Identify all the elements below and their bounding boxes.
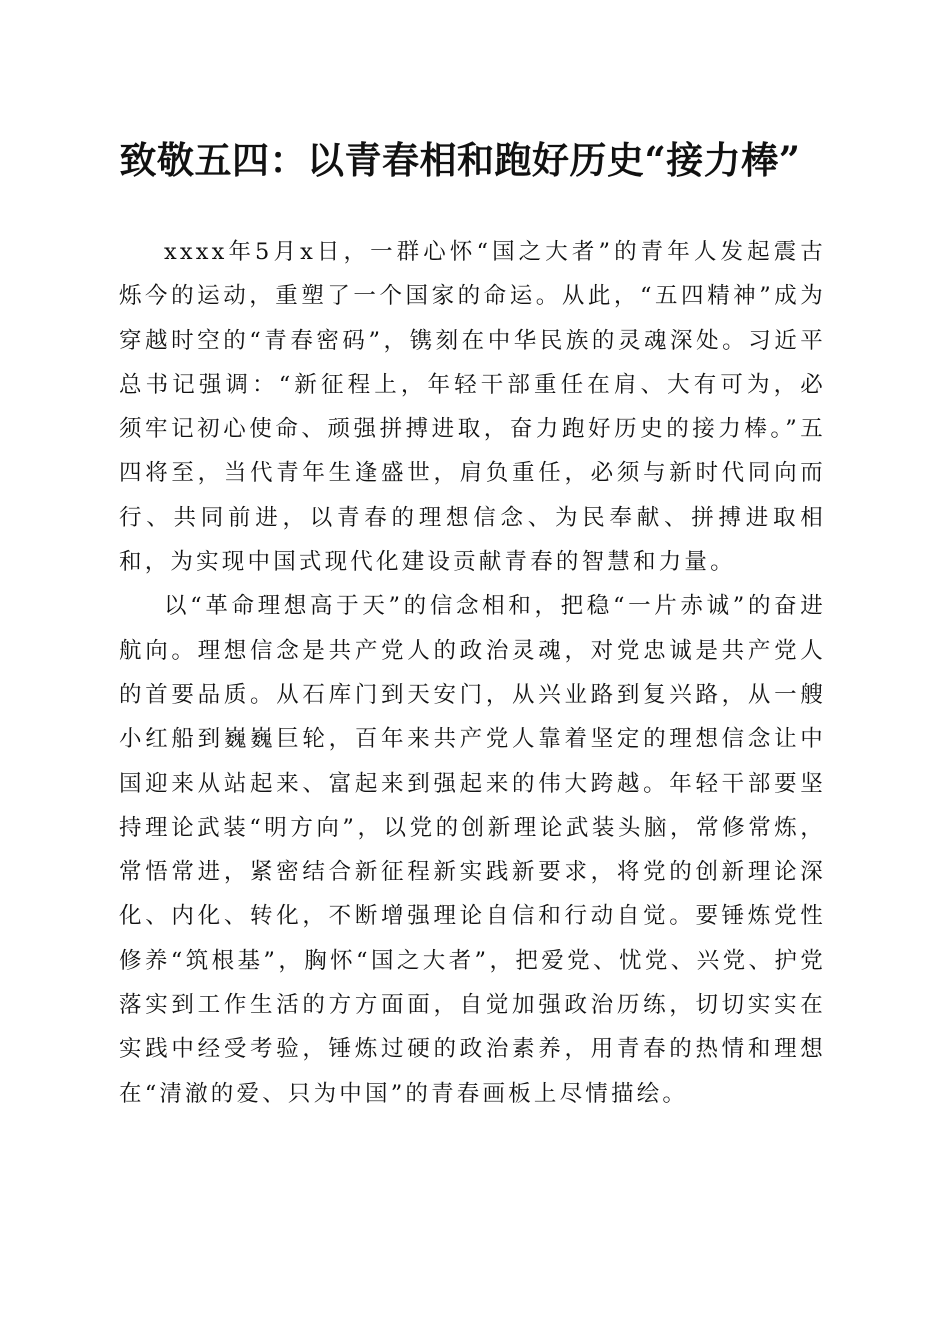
paragraph-2: 以“革命理想高于天”的信念相和，把稳“一片赤诚”的奋进航向。理想信念是共产党人的政治灵魂，对党忠诚是共产党人的首要品质。从石库门到天安门，从兴业路到复兴路，从一艘小红船到巍巍巨轮，百年来共产党人靠着坚定的理想信念让中国迎来从站起来、富起来到强起来的伟大跨越。年轻干部要坚持理论武装“明方向”，以党的创新理论武装头脑，常修常炼，常悟常进，紧密结合新征程新实践新要求，将党的创新理论深化、内化、转化，不断增强理论自信和行动自觉。要锤炼党性修养“筑根基”，胸怀“国之大者”，把爱党、忧党、兴党、护党落实到工作生活的方方面面，自觉加强政治历练，切切实实在实践中经受考验，锤炼过硬的政治素养，用青春的热情和理想在“清澈的爱、只为中国”的青春画板上尽情描绘。 [119, 593, 826, 1107]
paragraph-1: xxxx年5月x日，一群心怀“国之大者”的青年人发起震古烁今的运动，重塑了一个国家的命运。从此，“五四精神”成为穿越时空的“青春密码”，镌刻在中华民族的灵魂深处。习近平总书记强调：“新征程上，年轻干部重任在肩、大有可为，必须牢记初心使命、顽强拼搏进取，奋力跑好历史的接力棒。”五四将至，当代青年生逢盛世，肩负重任，必须与新时代同向而行、共同前进，以青春的理想信念、为民奉献、拼搏进取相和，为实现中国式现代化建设贡献青春的智慧和力量。 [119, 239, 826, 576]
document-body [119, 230, 826, 1116]
document-title: 致敬五四：以青春相和跑好历史“接力棒” [119, 138, 801, 182]
